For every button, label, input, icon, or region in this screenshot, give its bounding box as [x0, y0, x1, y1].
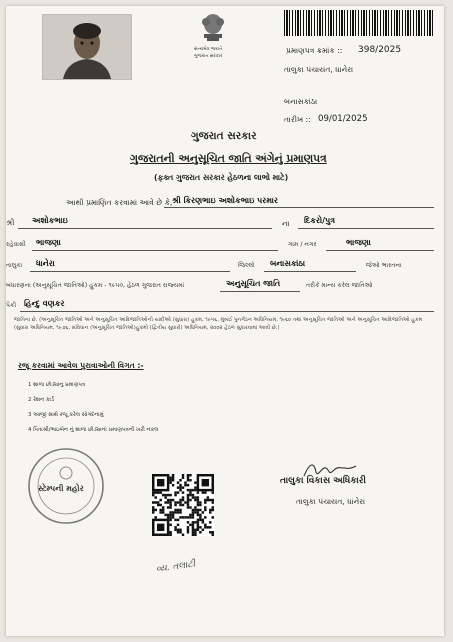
relation-label: ના — [282, 219, 290, 228]
officer-office: તાલુકા પંચાયત, ધાનેરા — [296, 497, 366, 506]
holder-name: શ્રી કિરણભાઇ અશોકભાઇ પરમાર — [172, 196, 279, 205]
village: ભાજણા — [346, 238, 371, 247]
handwritten-note: વ્ય. તલાટી — [155, 559, 196, 575]
district: બનાસકાંઠા — [270, 259, 306, 268]
certificate-title: ગુજરાતની અનુસૂચિત જાતિ અંગેનું પ્રમાણપત્ર — [130, 152, 327, 165]
caste-prefix: પૈકી — [6, 302, 17, 309]
cert-no-label: પ્રમાણપત્ર ક્રમાંક :: — [286, 46, 343, 55]
father-name: અશોકભાઇ — [32, 216, 68, 225]
cert-no: 398/2025 — [358, 45, 402, 55]
date-label: તારીખ :: — [284, 115, 311, 124]
state-label: જેઓ ભારતના — [366, 262, 402, 269]
village-label: ગામ / નગર — [288, 241, 317, 248]
relation: દિકરો/પુત્ર — [304, 216, 336, 225]
resident: ભાજણા — [36, 238, 61, 247]
certificate-sheet — [6, 6, 444, 636]
emblem-caption-1: સત્યમેવ જયતે — [194, 47, 223, 52]
caste-type: અનુસૂચિત જાતિ — [226, 279, 281, 288]
certificate-subtitle: (ફક્ત ગુજરાત સરકાર હેઠળના લાભો માટે) — [154, 173, 289, 182]
issue-date: 09/01/2025 — [318, 114, 368, 124]
evidence-item-2: 2 રેશન કાર્ડ — [28, 397, 54, 403]
qr-code — [152, 474, 214, 536]
officer-title: તાલુકા વિકાસ અધિકારી — [280, 476, 367, 486]
intro-text: આથી પ્રમાણિત કરવામાં આવે છે કે, — [66, 198, 173, 207]
caste: હિન્દુ વણકર — [24, 299, 65, 308]
legal-conditions: જાતિના છે. (અનુસૂચિત જાતિઓ અને અનુસૂચિત આદિજાતિઓની યાદીઓ (સુધારા) હુકમ, ૧૯૫૬, મુંબઈ પુનર્ગઠન અધિનિયમ, ૧૯૬૦ તથા અનુસૂચિત જાતિઓ અને અનુસૂચિત આદિજાતિઓ હુકમ (સુધારા અધિનિયમ, ૧૯૭૬, સંવિધાન (અનુસૂચિત જાતિઓ)હુકમો (દ્વિતીય સુધારો) અધિનિયમ, ૨૦૦૨ હેઠળ સુધારવામાં આવી છે.) — [14, 317, 423, 332]
govt-title: ગુજરાત સરકાર — [191, 130, 257, 142]
issuing-office: તાલુકા પંચાયત, ધાનેરા — [284, 65, 354, 74]
taluka: ધાનેરા — [36, 259, 55, 268]
seal-text: સ્ટેમ્પની મહોર — [38, 484, 84, 493]
evidence-item-1: 1 શાળા છોડ્યાનુ પ્રમાણપત્ર — [28, 382, 86, 388]
taluka-label: તાલુકા — [6, 262, 23, 269]
header-district: બનાસકાંઠા — [284, 97, 318, 106]
order-text-b: તરીકે માન્ય કરેલ જાતિઓ — [306, 282, 373, 289]
resident-label: રહેવાસી — [6, 241, 26, 248]
holder-photo — [42, 14, 132, 80]
barcode — [284, 10, 434, 36]
evidence-item-4: 4 પિતાશ્રી/ભાઇબેન નું શાળા છોડ્યાનાં પ્રમાણપત્રની ખરી નકલ — [28, 427, 159, 433]
shri-label: શ્રી — [6, 218, 15, 227]
order-text-a: બંધારણના (અનુસૂચિત જાતિઓ) હુકમ - ૧૯૫૦, હેઠળ ગુજરાત રાજ્યમાં — [6, 282, 185, 289]
district-label: જિલ્લો — [238, 262, 255, 269]
evidence-heading: રજૂ કરવામાં આવેલ પુરાવાઓની વિગત :- — [18, 361, 144, 370]
emblem-icon — [192, 10, 234, 50]
evidence-item-3: 3 આજી સાથે રજૂ કરેલ સોગંદનામું — [28, 412, 104, 418]
emblem-caption-2: ગુજરાત સરકાર — [194, 54, 223, 59]
